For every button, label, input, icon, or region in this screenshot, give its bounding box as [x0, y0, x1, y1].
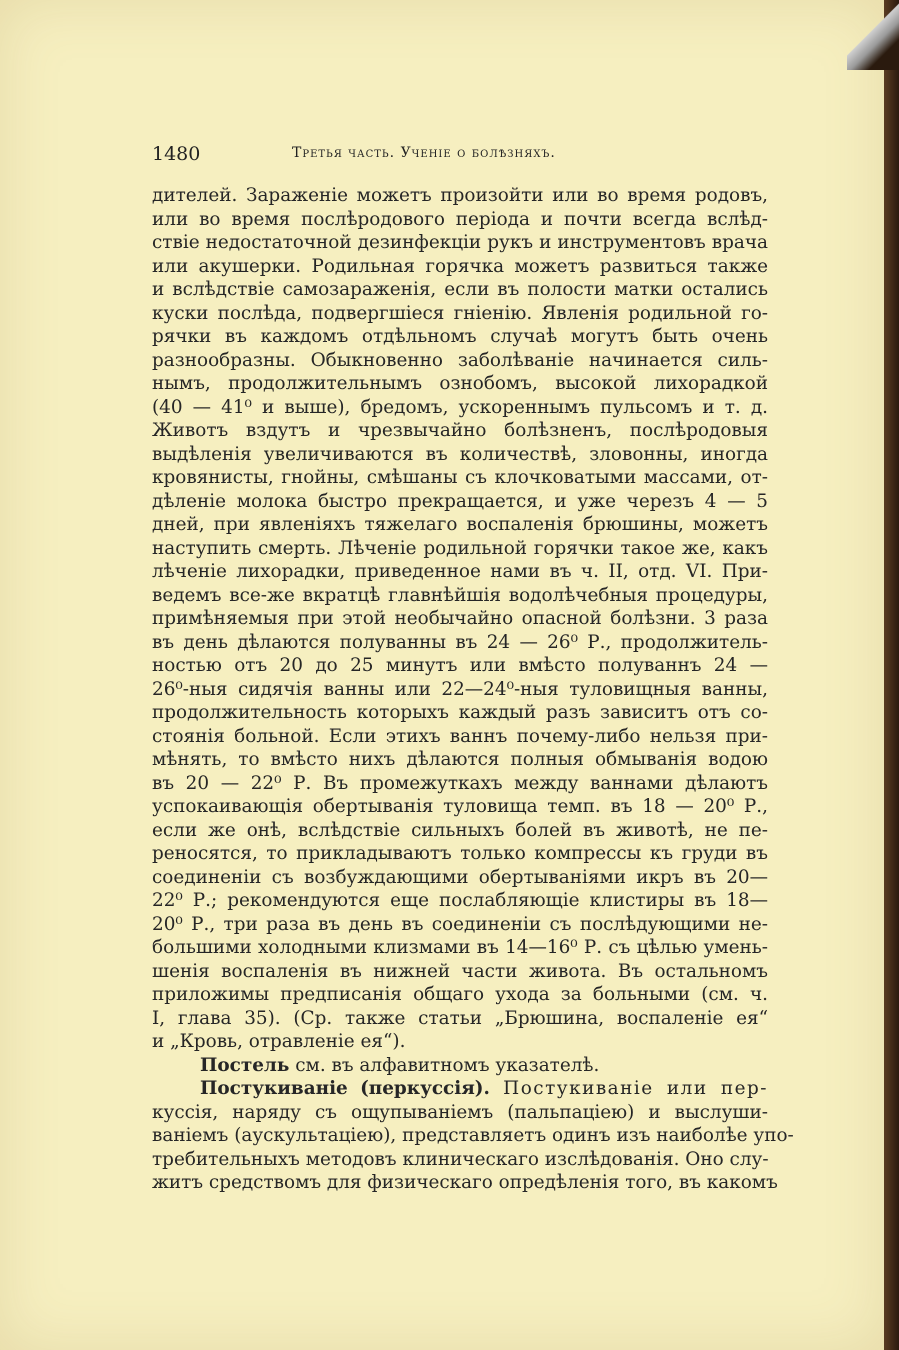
text-line: (40 — 41⁰ и выше), бредомъ, ускореннымъ пульсомъ и т. д. [152, 396, 768, 418]
text-line: приложимы предписанія общаго ухода за больными (см. ч. [152, 984, 768, 1005]
text-line: рячки въ каждомъ отдѣльномъ случаѣ могутъ быть очень [152, 326, 768, 347]
text-line: 22⁰ Р.; рекомендуются еще послабляющіе клистиры въ 18— [152, 890, 768, 911]
book-spine-edge [884, 0, 899, 1350]
text-line: примѣняемыя при этой необычайно опасной болѣзни. 3 раза [152, 608, 768, 629]
text-line: лѣченіе лихорадки, приведенное нами въ ч. II, отд. VI. При- [152, 561, 768, 582]
text-line: кровянисты, гнойны, смѣшаны съ клочковатыми массами, от- [152, 467, 768, 488]
text-line: I, глава 35). (Ср. также статьи „Брюшина, воспаленіе ея“ [152, 1007, 768, 1029]
text-line: ностью отъ 20 до 25 минутъ или вмѣсто полуваннъ 24 — [152, 655, 768, 676]
text-line: дителей. Зараженіе можетъ произойти или во время родовъ, [152, 185, 768, 206]
text-line: или во время послѣродового періода и почти всегда вслѣд- [152, 208, 768, 230]
text-line: наступить смерть. Лѣченіе родильной горячки такое же, какъ [152, 537, 768, 559]
text-line: требительныхъ методовъ клиническаго изслѣдованія. Оно слу- [152, 1148, 769, 1170]
entry-text: Постукиваніе или пер- [489, 1078, 768, 1099]
text-line: ваніемъ (аускультаціею), представляетъ одинъ изъ наиболѣе упо- [152, 1125, 794, 1146]
text-line: большими холодными клизмами въ 14—16⁰ Р. съ цѣлью умень- [152, 937, 768, 958]
entry-text: см. въ алфавитномъ указателѣ. [289, 1054, 600, 1076]
text-line: ведемъ все-же вкратцѣ главнѣйшія водолѣчебныя процедуры, [152, 584, 768, 606]
text-line: нымъ, продолжительнымъ ознобомъ, высокой лихорадкой [152, 373, 768, 394]
text-line: стоянія больной. Если этихъ ваннъ почему-либо нельзя при- [152, 725, 768, 747]
text-line: шенія воспаленія въ нижней части живота. Въ остальномъ [152, 960, 768, 982]
text-line: и „Кровь, отравленіе ея“). [152, 1031, 406, 1052]
text-line: житъ средствомъ для физическаго опредѣленія того, въ какомъ [152, 1172, 778, 1193]
text-line: въ день дѣлаются полуванны въ 24 — 26⁰ Р., продолжитель- [152, 631, 768, 653]
entry-perkussiya [152, 1077, 768, 1101]
running-head: Третья часть. Ученіе о болѣзняхъ. [292, 145, 556, 161]
text-line: выдѣленія увеличиваются въ количествѣ, зловонны, иногда [152, 443, 768, 465]
text-line: куссія, наряду съ ощупываніемъ (пальпаціею) и выслуши- [152, 1101, 768, 1123]
text-line: или акушерки. Родильная горячка можетъ развиться также [152, 255, 768, 277]
text-line: успокаивающія обертыванія туловища темп. въ 18 — 20⁰ Р., [152, 796, 768, 817]
text-line: соединеніи съ возбуждающими обертываніями икръ въ 20— [152, 866, 768, 888]
text-line: и вслѣдствіе самозараженія, если въ полости матки остались [152, 279, 768, 300]
page-header [152, 143, 772, 167]
body-text [152, 184, 794, 1195]
text-line: ствіе недостаточной дезинфекціи рукъ и инструментовъ врача [152, 232, 768, 253]
text-line: 20⁰ Р., три раза въ день въ соединеніи съ послѣдующими не- [152, 913, 768, 935]
text-line: мѣнять, то вмѣсто нихъ дѣлаются полныя обмыванія водою [152, 749, 768, 770]
entry-postel [152, 1054, 768, 1078]
text-line: 26⁰-ныя сидячія ванны или 22—24⁰-ныя туловищныя ванны, [152, 678, 768, 700]
text-line: дней, при явленіяхъ тяжелаго воспаленія брюшины, можетъ [152, 514, 768, 535]
text-line: если же онѣ, вслѣдствіе сильныхъ болей въ животѣ, не пе- [152, 819, 768, 841]
page-number: 1480 [152, 143, 201, 165]
text-line: въ 20 — 22⁰ Р. Въ промежуткахъ между ваннами дѣлаютъ [152, 772, 768, 794]
entry-headword: Постукиваніе (перкуссія). [200, 1078, 490, 1099]
text-line: куски послѣда, подвергшіеся гніенію. Явленія родильной го- [152, 302, 768, 324]
text-line: дѣленіе молока быстро прекращается, и уже черезъ 4 — 5 [152, 490, 768, 512]
entry-headword: Постель [200, 1054, 290, 1076]
text-line: разнообразны. Обыкновенно заболѣваніе начинается силь- [152, 349, 768, 371]
text-line: реносятся, то прикладываютъ только компрессы къ груди въ [152, 843, 768, 864]
torn-corner [847, 0, 899, 70]
text-line: продолжительность которыхъ каждый разъ зависитъ отъ со- [152, 702, 768, 723]
text-line: Животъ вздутъ и чрезвычайно болѣзненъ, послѣродовыя [152, 420, 768, 441]
